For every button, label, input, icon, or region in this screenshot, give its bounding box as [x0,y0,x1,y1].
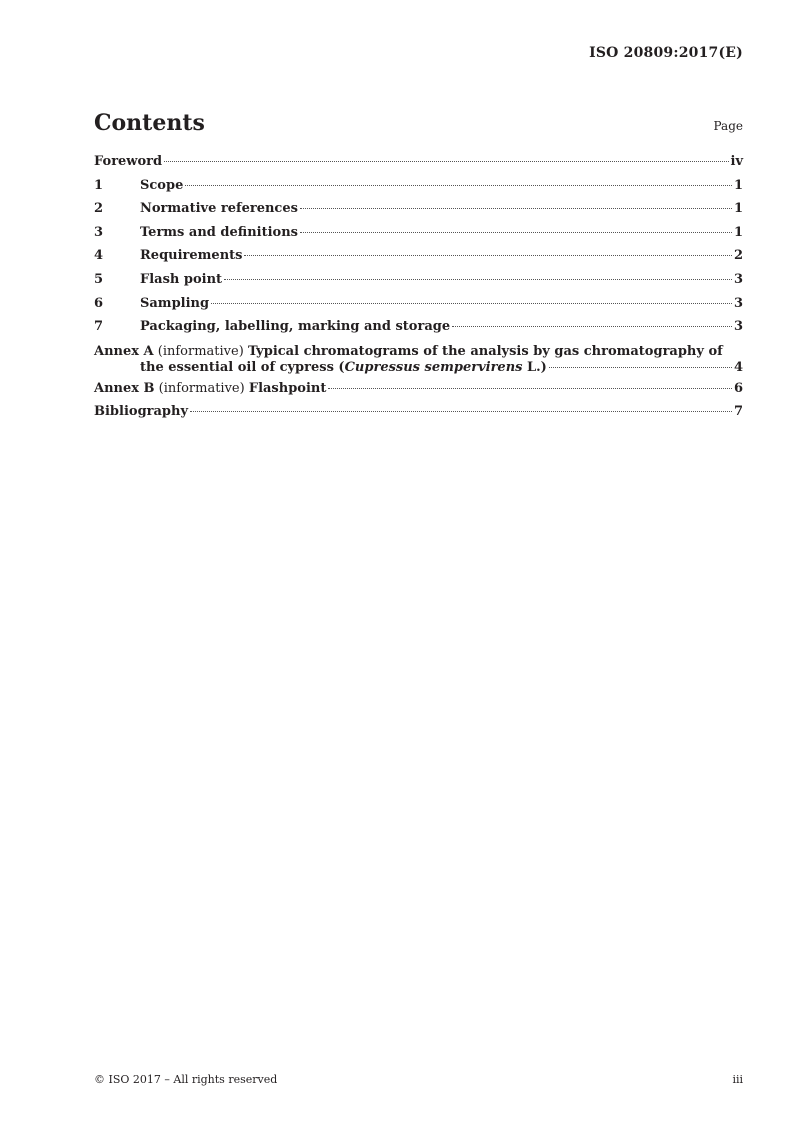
dot-leader [549,367,732,368]
toc-entry-label: Scope [140,177,184,193]
toc-entry-page: iv [730,154,743,169]
clause-number: 6 [94,295,104,311]
toc-entry-label: Flash point [140,271,223,287]
dot-leader [224,279,732,280]
contents-header [94,110,743,136]
toc-entry-annex-b[interactable] [94,381,743,405]
table-of-contents [94,154,743,428]
toc-entry-label: Packaging, labelling, marking and storage [140,319,451,335]
clause-number: 4 [94,248,104,264]
document-id: ISO 20809:2017(E) [589,45,743,61]
toc-entry-page: 1 [733,177,743,193]
dot-leader [185,185,732,186]
toc-entry-label: Foreword [94,154,163,169]
dot-leader [190,411,732,412]
toc-entry-foreword[interactable] [94,154,743,178]
toc-entry-requirements[interactable] [94,248,743,272]
toc-entry-page: 3 [733,271,743,287]
annex-type: (informative) [157,343,244,359]
toc-entry-page: 3 [733,319,743,335]
annex-title: Flashpoint [248,380,327,396]
page-footer [94,1073,743,1086]
toc-entry-label: Bibliography [94,404,189,420]
clause-number: 2 [94,201,104,217]
toc-entry-label: Sampling [140,295,210,311]
toc-entry-page: 1 [733,224,743,240]
toc-entry-flash-point[interactable] [94,272,743,296]
toc-entry-page: 2 [733,248,743,264]
page-number: iii [732,1073,743,1086]
toc-entry-normative-references[interactable] [94,201,743,225]
clause-number: 1 [94,177,104,193]
clause-number: 7 [94,319,104,335]
dot-leader [300,232,732,233]
annex-type: (informative) [158,380,245,396]
dot-leader [164,161,728,162]
toc-entry-bibliography[interactable] [94,404,743,428]
toc-entry-packaging[interactable] [94,319,743,343]
clause-number: 3 [94,224,104,240]
page-title: Contents [94,110,205,136]
toc-entry-sampling[interactable] [94,296,743,320]
dot-leader [300,208,732,209]
toc-entry-annex-a[interactable] [94,344,743,377]
page-column-label: Page [713,119,743,133]
annex-title-line2: the essential oil of cypress (Cupressus sempervirens L.) [140,359,547,375]
toc-entry-page: 1 [733,201,743,217]
annex-title-line1: Typical chromatograms of the analysis by gas chromatography of [247,343,723,359]
toc-entry-terms-and-definitions[interactable] [94,225,743,249]
toc-entry-page: 4 [733,359,743,375]
toc-entry-label: Normative references [140,201,298,217]
annex-label: Annex A [94,343,154,359]
dot-leader [244,255,731,256]
annex-label: Annex B [94,380,155,396]
toc-entry-page: 6 [733,380,743,396]
toc-entry-scope[interactable] [94,178,743,202]
dot-leader [452,326,732,327]
toc-entry-label: Terms and definitions [140,224,298,240]
dot-leader [211,303,732,304]
clause-number: 5 [94,271,104,287]
toc-entry-label: Requirements [140,248,243,264]
copyright-notice: © ISO 2017 – All rights reserved [94,1073,278,1086]
dot-leader [328,388,732,389]
toc-entry-page: 3 [733,295,743,311]
toc-entry-page: 7 [733,404,743,420]
